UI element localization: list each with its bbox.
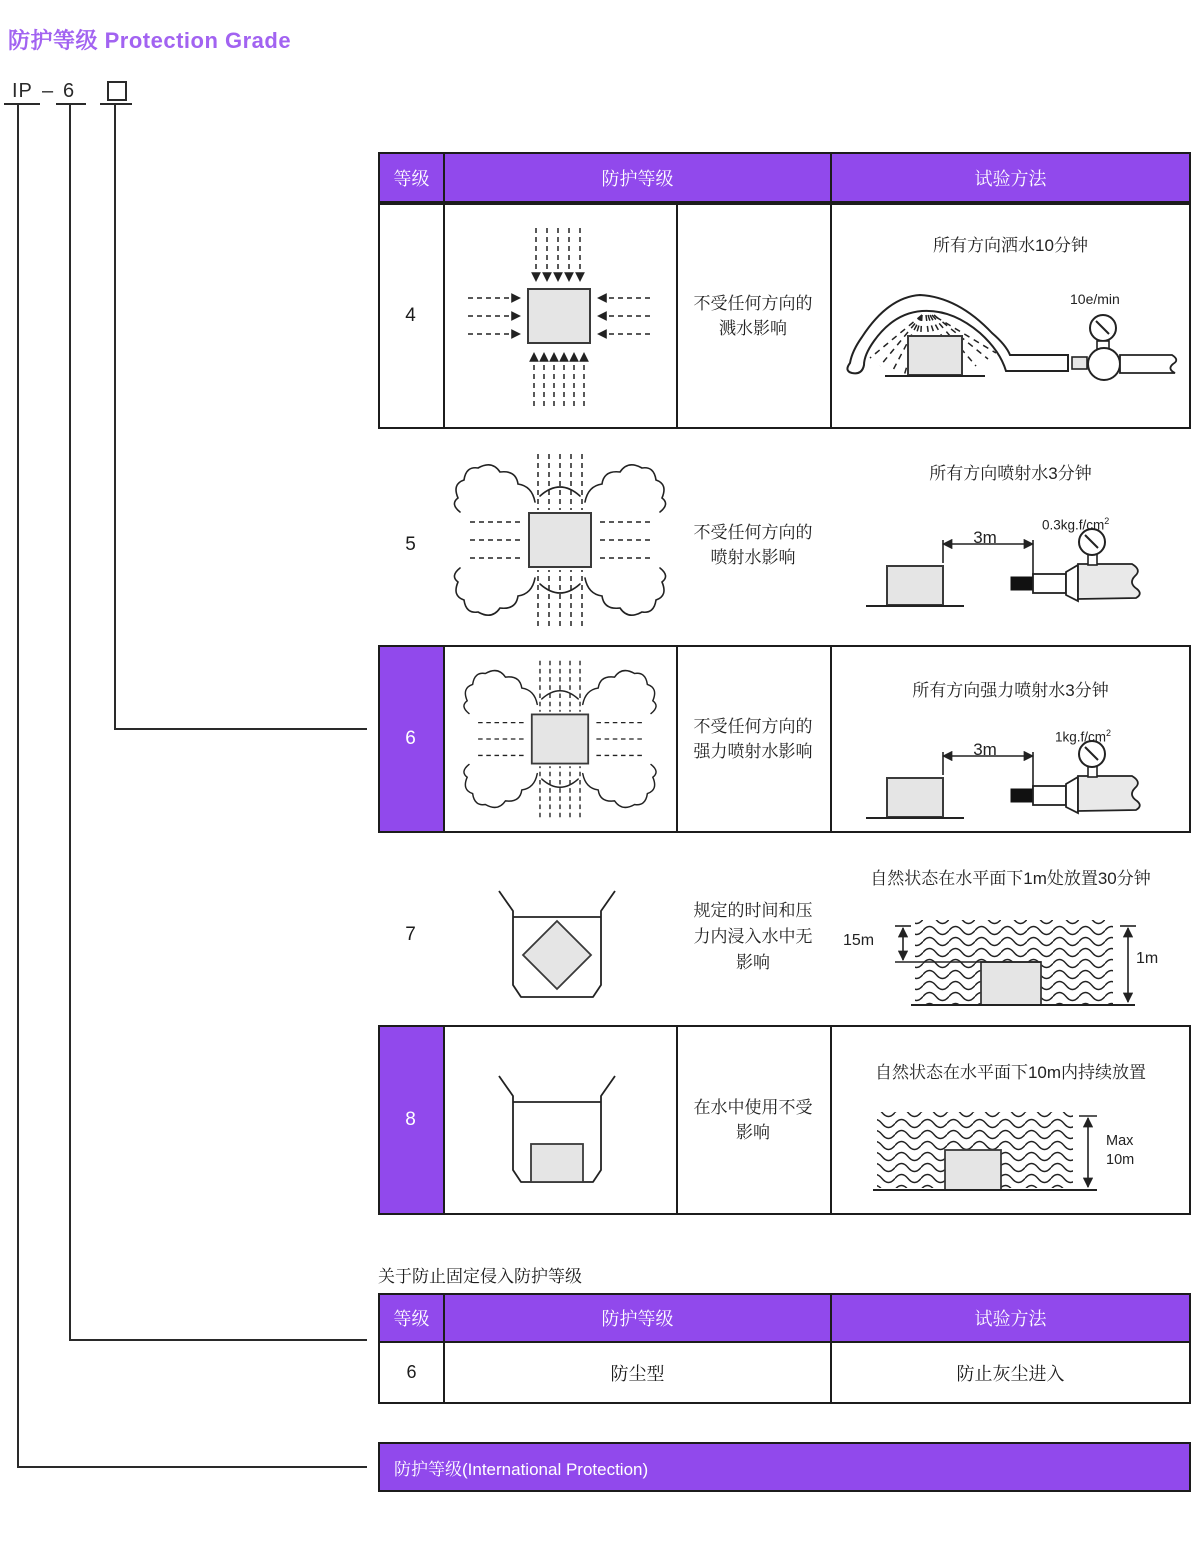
grade5-test-title: 所有方向喷射水3分钟 bbox=[929, 464, 1092, 483]
grade8-underwater-diagram bbox=[487, 1070, 627, 1192]
pressure-label-grade5: $0.3kg.f/cm^2$ bbox=[1042, 516, 1110, 533]
distance-label-grade5: 3m bbox=[973, 528, 997, 547]
ip-underline bbox=[4, 103, 40, 105]
footer-label: 防护等级(International Protection) bbox=[394, 1459, 649, 1479]
header-grade: 防护等级 bbox=[601, 168, 674, 189]
dust-section-note: 关于防止固定侵入防护等级 bbox=[378, 1267, 582, 1286]
dust-table bbox=[378, 1293, 1191, 1404]
grade4-description: 不受任何方向的 溅水影响 bbox=[693, 294, 813, 338]
dust-header-grade: 防护等级 bbox=[601, 1309, 674, 1329]
connector-line-suffix bbox=[114, 728, 367, 730]
grade6-splash-diagram bbox=[449, 648, 671, 830]
page-title: 防护等级 Protection Grade bbox=[8, 28, 292, 53]
grade8-test-diagram bbox=[843, 1052, 1155, 1202]
connector-line-digit bbox=[69, 1339, 367, 1341]
connector-line-suffix bbox=[114, 104, 116, 730]
grade6-test-title: 所有方向强力喷射水3分钟 bbox=[912, 681, 1109, 700]
grade4-test-diagram bbox=[840, 263, 1190, 403]
grade6-description: 不受任何方向的 强力喷射水影响 bbox=[693, 717, 813, 761]
dust-header-method: 试验方法 bbox=[974, 1309, 1047, 1329]
ip-placeholder-box bbox=[107, 81, 127, 101]
grade7-description: 规定的时间和压 力内浸入水中无 影响 bbox=[693, 901, 813, 972]
main-table-header bbox=[378, 152, 1191, 203]
ip-digit: 6 bbox=[63, 80, 76, 102]
pressure-label-grade6: $1kg.f/cm^2$ bbox=[1055, 728, 1112, 745]
level-number-7: 7 bbox=[405, 924, 416, 945]
depth-label-1m: 1m bbox=[1136, 950, 1159, 967]
connector-line-ip bbox=[17, 1466, 367, 1468]
grade7-test-title: 自然状态在水平面下1m处放置30分钟 bbox=[870, 869, 1151, 888]
connector-line-digit bbox=[69, 104, 71, 1341]
header-level: 等级 bbox=[393, 168, 430, 189]
level-number-6: 6 bbox=[405, 728, 416, 749]
header-method: 试验方法 bbox=[974, 168, 1047, 189]
level-number-4: 4 bbox=[405, 305, 416, 326]
grade8-description: 在水中使用不受 影响 bbox=[693, 1098, 813, 1142]
ip-prefix: IP bbox=[12, 80, 33, 102]
grade4-test-title: 所有方向洒水10分钟 bbox=[933, 236, 1088, 255]
max-depth-label: Max 10m bbox=[1106, 1133, 1135, 1168]
ip-underline bbox=[56, 103, 86, 105]
connector-line-ip bbox=[17, 104, 19, 1468]
level-number-5: 5 bbox=[405, 534, 416, 555]
flow-rate-label: 10e/min bbox=[1070, 291, 1120, 307]
ip-dash: – bbox=[42, 80, 55, 102]
grade6-test-diagram bbox=[860, 712, 1190, 827]
grade5-test-diagram bbox=[860, 500, 1190, 615]
grade7-immersion-diagram bbox=[487, 885, 627, 1007]
dust-row-grade: 防尘型 bbox=[610, 1363, 665, 1384]
grade4-splash-diagram bbox=[444, 210, 674, 422]
level-number-8: 8 bbox=[405, 1109, 416, 1130]
grade5-splash-diagram bbox=[440, 440, 680, 640]
dust-row-method: 防止灰尘进入 bbox=[956, 1363, 1065, 1384]
grade5-description: 不受任何方向的 喷射水影响 bbox=[693, 523, 813, 567]
depth-label-15m: 15m bbox=[843, 932, 875, 949]
dust-row-level: 6 bbox=[406, 1362, 417, 1382]
dust-header-level: 等级 bbox=[393, 1309, 430, 1329]
distance-label-grade6: 3m bbox=[973, 740, 997, 759]
grade7-test-diagram bbox=[845, 870, 1145, 1022]
footer-bar bbox=[378, 1442, 1191, 1492]
ip-underline bbox=[100, 103, 132, 105]
grade8-test-title: 自然状态在水平面下10m内持续放置 bbox=[874, 1063, 1147, 1082]
